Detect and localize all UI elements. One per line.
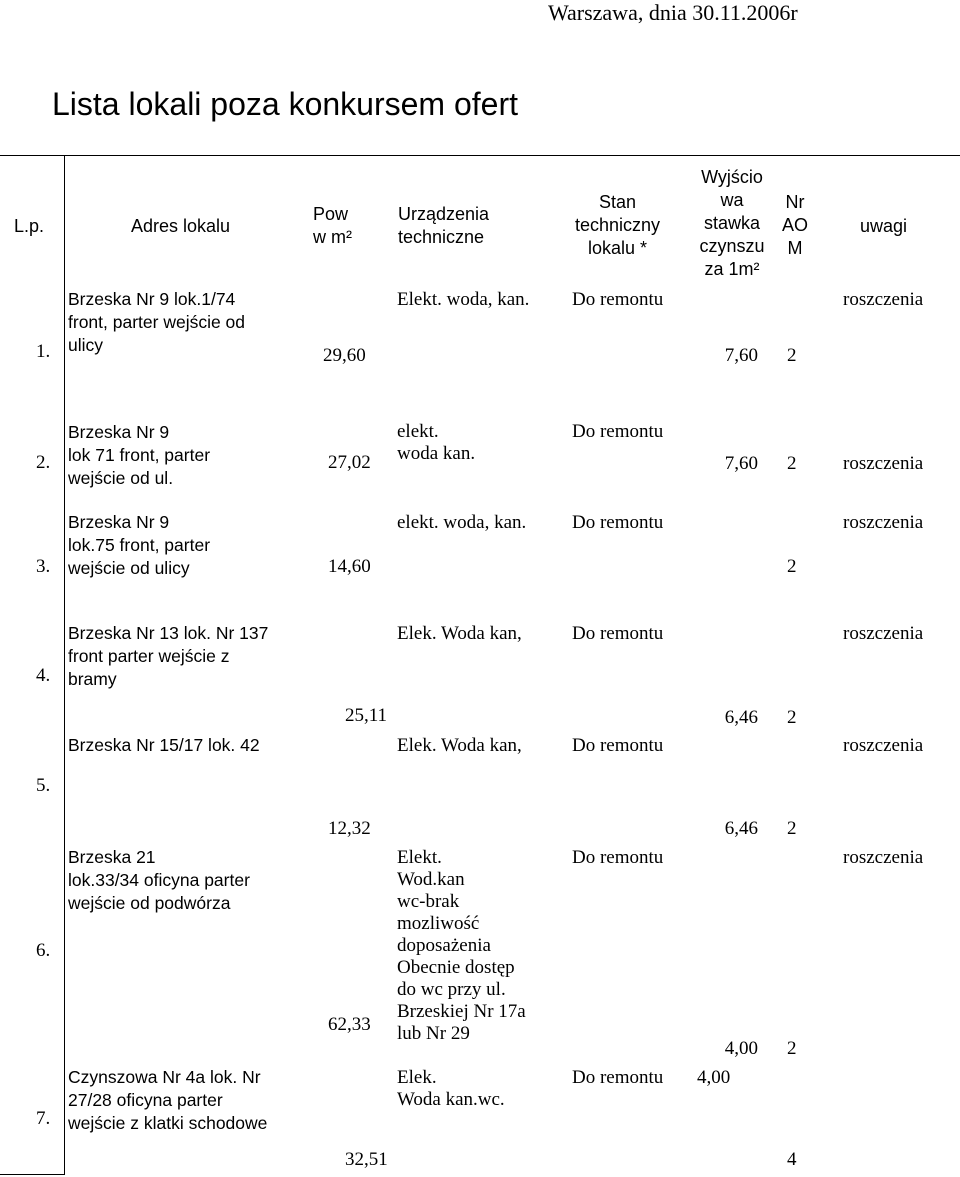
- row-number: 5.: [36, 775, 51, 796]
- row-equipment: Elekt. Wod.kan wc-brak mozliwość doposażenia Obecnie dostęp do wc przy ul. Brzeskiej Nr 17a lub Nr 29: [397, 847, 526, 1044]
- row-area: 12,32: [328, 818, 371, 839]
- row-number: 2.: [36, 452, 51, 473]
- row-area: 29,60: [323, 345, 366, 366]
- row-aom: 2: [787, 453, 797, 474]
- row-area: 32,51: [345, 1149, 388, 1170]
- row-equipment: Elek. Woda kan,: [397, 735, 522, 756]
- row-notes: roszczenia: [843, 847, 924, 868]
- row-number: 4.: [36, 665, 51, 686]
- column-header-address: Adres lokalu: [131, 216, 231, 236]
- row-condition: Do remontu: [572, 289, 664, 310]
- row-aom: 2: [787, 345, 797, 366]
- row-notes: roszczenia: [843, 623, 924, 644]
- row-rate: 4,00: [724, 1038, 758, 1059]
- column-header-lp: L.p.: [14, 216, 45, 236]
- row-number: 3.: [36, 556, 51, 577]
- row-notes: roszczenia: [843, 289, 924, 310]
- document-date: Warszawa, dnia 30.11.2006r: [548, 0, 798, 25]
- column-header-equipment: Urządzenia techniczne: [398, 204, 490, 247]
- row-condition: Do remontu: [572, 623, 664, 644]
- row-notes: roszczenia: [843, 512, 924, 533]
- row-equipment: Elekt. woda, kan.: [397, 289, 530, 310]
- column-header-area: Pow w m²: [313, 204, 352, 247]
- column-header-condition: Stan techniczny lokalu *: [574, 192, 661, 258]
- row-aom: 2: [787, 556, 797, 577]
- row-condition: Do remontu: [572, 1067, 664, 1088]
- row-address: Czynszowa Nr 4a lok. Nr 27/28 oficyna parter wejście z klatki schodowe: [68, 1067, 268, 1133]
- row-rate: 6,46: [724, 818, 758, 839]
- row-condition: Do remontu: [572, 735, 664, 756]
- row-notes: roszczenia: [843, 735, 924, 756]
- row-rate: 7,60: [724, 453, 758, 474]
- row-address: Brzeska Nr 9 lok 71 front, parter wejście od ul.: [68, 422, 211, 488]
- row-number: 6.: [36, 940, 51, 961]
- row-aom: 4: [787, 1149, 797, 1170]
- row-equipment: Elek. Woda kan,: [397, 623, 522, 644]
- row-rate: 4,00: [697, 1067, 731, 1088]
- row-number: 7.: [36, 1108, 51, 1129]
- column-header-rate: Wyjścio wa stawka czynszu za 1m²: [699, 167, 765, 279]
- page-title: Lista lokali poza konkursem ofert: [52, 86, 518, 122]
- row-area: 25,11: [345, 705, 388, 726]
- row-address: Brzeska Nr 9 lok.75 front, parter wejście od ulicy: [68, 512, 211, 578]
- row-aom: 2: [787, 707, 797, 728]
- row-aom: 2: [787, 818, 797, 839]
- row-area: 14,60: [328, 556, 371, 577]
- row-address: Brzeska Nr 13 lok. Nr 137 front parter wejście z bramy: [68, 623, 269, 689]
- row-equipment: elekt. woda kan.: [397, 421, 476, 464]
- column-header-aom: Nr AO M: [781, 192, 808, 258]
- row-equipment: Elek. Woda kan.wc.: [397, 1067, 505, 1110]
- row-area: 27,02: [328, 452, 371, 473]
- row-rate: 7,60: [724, 345, 758, 366]
- row-notes: roszczenia: [843, 453, 924, 474]
- row-equipment: elekt. woda, kan.: [397, 512, 527, 533]
- row-rate: 6,46: [724, 707, 758, 728]
- row-address: Brzeska 21 lok.33/34 oficyna parter wejście od podwórza: [68, 847, 250, 913]
- row-area: 62,33: [328, 1014, 371, 1035]
- row-condition: Do remontu: [572, 512, 664, 533]
- row-condition: Do remontu: [572, 421, 664, 442]
- row-number: 1.: [36, 341, 51, 362]
- row-address: Brzeska Nr 15/17 lok. 42: [68, 735, 260, 755]
- column-header-notes: uwagi: [860, 216, 908, 236]
- row-condition: Do remontu: [572, 847, 664, 868]
- row-address: Brzeska Nr 9 lok.1/74 front, parter wejście od ulicy: [68, 289, 246, 355]
- row-aom: 2: [787, 1038, 797, 1059]
